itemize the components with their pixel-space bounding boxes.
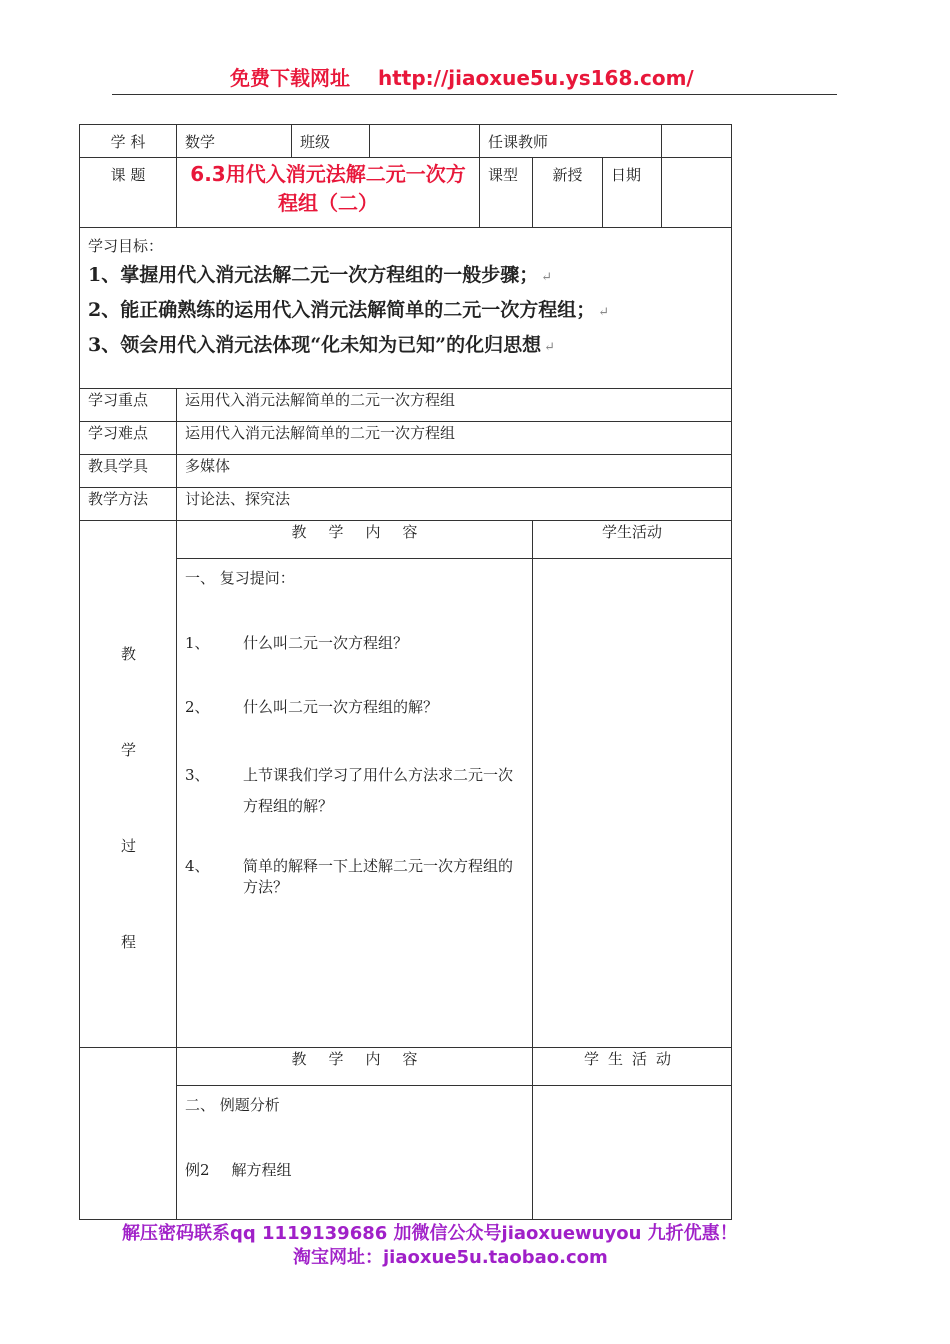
process-char: 程 [121, 933, 137, 951]
goal-item: 2、能正确熟练的运用代入消元法解简单的二元一次方程组； ↵ [88, 299, 610, 321]
section1-title: 一、 复习提问： [185, 569, 295, 587]
goal-item: 1、掌握用代入消元法解二元一次方程组的一般步骤； ↵ [88, 264, 553, 286]
content-cell-2 [177, 1086, 533, 1220]
topic-title: 6.3用代入消元法解二元一次方程组（二） [177, 158, 480, 228]
difficulty-label: 学习难点 [80, 422, 177, 455]
header-label: 免费下载网址 [230, 66, 350, 90]
topic-label: 课 题 [80, 158, 177, 228]
example-text: 解方程组 [231, 1161, 292, 1179]
subject-label: 学 科 [80, 125, 177, 158]
activity-header: 学生活动 [533, 521, 732, 559]
content-header: 教学内容 [177, 521, 533, 559]
method-label: 教学方法 [80, 488, 177, 521]
key-point-label: 学习重点 [80, 389, 177, 422]
process-char: 过 [121, 837, 137, 855]
teacher-label: 任课教师 [480, 125, 662, 158]
download-header [230, 62, 694, 91]
goals-cell [80, 228, 732, 389]
question-item: 4、 简单的解释一下上述解二元一次方程组的方法？ [185, 857, 514, 896]
tools-label: 教具学具 [80, 455, 177, 488]
date-value [662, 158, 732, 228]
process-label-cell-2 [80, 1048, 177, 1220]
class-label: 班级 [292, 125, 370, 158]
class-value [370, 125, 480, 158]
header-divider [112, 94, 837, 95]
process-label-cell [80, 521, 177, 1048]
process-char: 教 [121, 645, 137, 663]
activity-cell [533, 559, 732, 1048]
activity-cell-2 [533, 1086, 732, 1220]
example-line [185, 1159, 524, 1180]
method-value: 讨论法、探究法 [177, 488, 732, 521]
goals-label: 学习目标： [88, 237, 164, 255]
example-label: 例2 [185, 1161, 210, 1179]
tools-value: 多媒体 [177, 455, 732, 488]
date-label: 日期 [603, 158, 662, 228]
content-header-2: 教学内容 [177, 1048, 533, 1086]
footer-shop-link[interactable]: 淘宝网址：jiaoxue5u.taobao.com [293, 1247, 608, 1268]
footer-contact: 解压密码联系qq 1119139686 加微信公众号jiaoxuewuyou 九折优惠！ [122, 1223, 738, 1244]
subject-value: 数学 [177, 125, 292, 158]
key-point-value: 运用代入消元法解简单的二元一次方程组 [177, 389, 732, 422]
goal-item: 3、领会用代入消元法体现“化未知为已知”的化归思想 ↵ [88, 334, 555, 356]
lesson-plan-table [79, 124, 732, 1220]
lesson-type-label: 课型 [480, 158, 533, 228]
question-item: 2、 什么叫二元一次方程组的解？ [185, 698, 439, 716]
section2-title: 二、 例题分析 [185, 1096, 280, 1114]
question-item: 3、 上节课我们学习了用什么方法求二元一次方程组的解？ [185, 766, 514, 815]
activity-header-2: 学生活动 [533, 1048, 732, 1086]
process-char: 学 [121, 741, 137, 759]
teacher-value [662, 125, 732, 158]
header-url-link[interactable]: http://jiaoxue5u.ys168.com/ [378, 66, 694, 90]
question-item: 1、 什么叫二元一次方程组？ [185, 634, 409, 652]
difficulty-value: 运用代入消元法解简单的二元一次方程组 [177, 422, 732, 455]
content-cell [177, 559, 533, 1048]
lesson-type-value: 新授 [533, 158, 603, 228]
